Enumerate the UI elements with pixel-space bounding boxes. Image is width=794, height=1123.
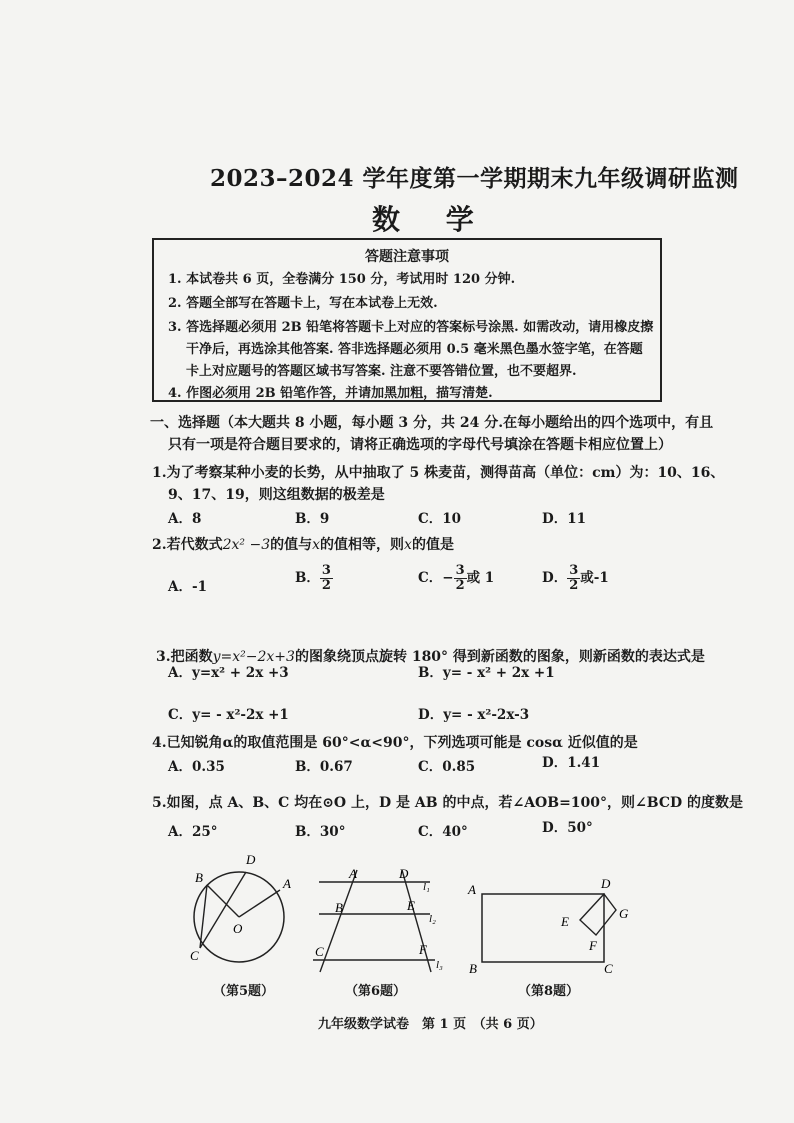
q2-option-d-label: D．: [542, 570, 568, 586]
q4-option-d: D．1.41: [542, 755, 601, 771]
q2-option-b-label: B．: [295, 570, 320, 586]
notice-item-4: 4. 作图必须用 2B 铅笔作答，并请加黑加粗，描写清楚.: [168, 386, 493, 401]
q3-option-b: B．y= - x² + 2x +1: [418, 665, 555, 681]
q2-option-d-tail: 或-1: [580, 570, 609, 586]
figure-5: [180, 850, 300, 970]
chord-dc: [200, 872, 246, 948]
fig6-label-l1: l₁: [423, 881, 430, 893]
q1-option-b: B．9: [295, 511, 330, 527]
fig6-label-e: E: [407, 898, 415, 913]
q2-option-d-fraction: [567, 564, 580, 593]
fig5-caption: （第5题）: [213, 984, 275, 999]
fig6-label-l2: l₂: [429, 913, 436, 925]
q2-option-c-tail: 或 1: [466, 570, 495, 586]
q2-expression: 2x² −3: [222, 537, 271, 553]
fig8-label-c: C: [604, 961, 613, 976]
subject-title: 数 学: [372, 203, 492, 236]
fig5-label-d: D: [246, 852, 256, 867]
q2-mid: 的值与: [270, 537, 313, 553]
figure-6: [305, 860, 455, 975]
page-title: 2023–2024 学年度第一学期期末九年级调研监测: [210, 165, 739, 192]
q2-option-d-den: 2: [569, 578, 579, 593]
figure-8: [465, 872, 635, 977]
fig8-caption: （第8题）: [518, 984, 580, 999]
q1-option-a: A．8: [168, 511, 202, 527]
radius-oa: [239, 890, 280, 917]
radius-ob: [207, 885, 239, 917]
q5-stem: 5.如图，点 A、B、C 均在⊙O 上，D 是 AB 的中点，若∠AOB=100°，则∠BCD 的度数是: [152, 795, 744, 811]
q5-option-d: D．50°: [542, 820, 593, 836]
fig8-label-f: F: [589, 938, 597, 953]
fig6-label-l3: l₃: [436, 959, 443, 971]
rectangle-abcd: [482, 894, 604, 962]
q2-option-c-sign: −: [442, 570, 454, 586]
notice-item-3: 3. 答选择题必须用 2B 铅笔将答题卡上对应的答案标号涂黑. 如需改动，请用橡皮擦: [168, 320, 654, 335]
transversal-ac: [320, 870, 357, 972]
q2-option-b: [295, 564, 333, 593]
fig6-label-c: C: [315, 944, 324, 959]
square-defg: [580, 894, 616, 935]
fig6-caption: （第6题）: [345, 984, 407, 999]
q2-option-c-fraction: [454, 564, 467, 593]
fig6-label-b: B: [335, 900, 343, 915]
q2-var2: x: [404, 537, 412, 553]
q3-option-a: A．y=x² + 2x +3: [168, 665, 289, 681]
fig6-label-d: D: [399, 866, 409, 881]
section-heading-line1: 一、选择题（本大题共 8 小题，每小题 3 分，共 24 分.在每小题给出的四个选项中，有且: [150, 415, 714, 431]
q1-stem-line2: 9、17、19，则这组数据的极差是: [168, 487, 385, 503]
q5-option-a: A．25°: [168, 824, 218, 840]
q2-option-b-den: 2: [321, 578, 331, 593]
fig5-label-b: B: [195, 870, 203, 885]
fig5-label-c: C: [190, 948, 199, 963]
q4-option-c: C．0.85: [418, 759, 476, 775]
fig8-label-a: A: [468, 882, 476, 897]
q4-stem: 4.已知锐角α的取值范围是 60°<α<90°，下列选项可能是 cosα 近似值的是: [152, 735, 638, 751]
q4-option-b: B．0.67: [295, 759, 353, 775]
fig8-label-d: D: [601, 876, 611, 891]
notice-heading: 答题注意事项: [365, 249, 449, 265]
q1-stem-line1: 1.为了考察某种小麦的长势，从中抽取了 5 株麦苗，测得苗高（单位：cm）为：10、16、: [152, 465, 725, 481]
section-heading-line2: 只有一项是符合题目要求的，请将正确选项的字母代号填涂在答题卡相应位置上）: [168, 437, 672, 453]
q2-option-d: [542, 564, 609, 593]
notice-item-3-cont: 干净后，再选涂其他答案. 答非选择题必须用 0.5 毫米黑色墨水签字笔，在答题: [186, 342, 643, 357]
q2-var: x: [312, 537, 321, 553]
fig8-label-b: B: [469, 961, 477, 976]
notice-box: [152, 238, 662, 402]
notice-item-1: 1. 本试卷共 6 页，全卷满分 150 分，考试用时 120 分钟.: [168, 272, 516, 287]
q2-option-c: [418, 564, 494, 593]
q5-option-c: C．40°: [418, 824, 468, 840]
q1-option-d: D．11: [542, 511, 586, 527]
q4-option-a: A．0.35: [168, 759, 225, 775]
q3-prefix: 3.把函数: [156, 649, 213, 665]
notice-item-2: 2. 答题全部写在答题卡上，写在本试卷上无效.: [168, 296, 438, 311]
fig8-label-e: E: [561, 914, 569, 929]
q2-option-a: A．-1: [168, 579, 207, 595]
q2-option-d-num: 3: [569, 563, 579, 578]
q2-stem: [152, 534, 454, 554]
q2-option-c-den: 2: [455, 578, 465, 593]
fig8-label-g: G: [619, 906, 629, 921]
q2-prefix: 2.若代数式: [152, 537, 223, 553]
q3-expression: y=x²−2x+3: [212, 649, 295, 665]
fig6-label-f: F: [419, 942, 427, 957]
q2-option-c-label: C．: [418, 570, 443, 586]
q5-option-b: B．30°: [295, 824, 346, 840]
page-footer: 九年级数学试卷 第 1 页 （共 6 页）: [318, 1017, 543, 1032]
q2-option-b-num: 3: [321, 563, 331, 578]
q3-option-c: C．y= - x²-2x +1: [168, 707, 289, 723]
q2-option-b-fraction: [320, 564, 333, 593]
q3-suffix: 的图象绕顶点旋转 180° 得到新函数的图象，则新函数的表达式是: [294, 649, 705, 665]
q2-end: 的值是: [411, 537, 454, 553]
q3-option-d: D．y= - x²-2x-3: [418, 707, 530, 723]
notice-item-3-cont2: 卡上对应题号的答题区域书写答案. 注意不要答错位置，也不要超界.: [186, 364, 577, 379]
fig5-label-a: A: [283, 876, 291, 891]
fig6-label-a: A: [349, 866, 357, 881]
q2-suffix: 的值相等，则: [320, 537, 405, 553]
fig5-label-o: O: [233, 921, 243, 936]
q2-option-c-num: 3: [455, 563, 465, 578]
q1-option-c: C．10: [418, 511, 462, 527]
